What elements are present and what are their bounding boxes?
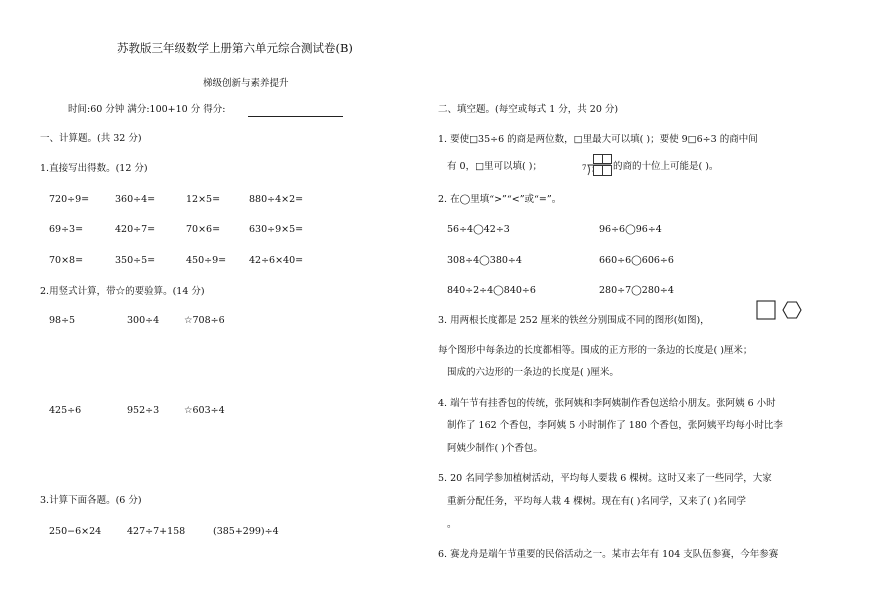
mental-math-item: 12×5=	[186, 194, 221, 205]
long-division-figure	[580, 154, 612, 176]
score-blank[interactable]	[248, 116, 343, 117]
fill-q5-line1: 5. 20 名同学参加植树活动，平均每人要栽 6 棵树。这时又来了一些同学，大家	[438, 473, 772, 484]
mixed-calc-item: (385+299)÷4	[213, 526, 279, 537]
question-2-title: 2.用竖式计算，带☆的要验算。(14 分)	[40, 286, 205, 297]
fill-q1-line1: 1. 要使□35÷6 的商是两位数，□里最大可以填( )；要使 9□6÷3 的商中间	[438, 134, 758, 145]
fill-q1-line2b: 的商的十位上可能是( )。	[613, 161, 719, 172]
mental-math-item: 420÷7=	[115, 224, 156, 235]
mental-math-item: 630÷9×5=	[249, 224, 304, 235]
mixed-calc-item: 250−6×24	[49, 526, 102, 537]
vertical-calc-item: ☆603÷4	[184, 405, 225, 416]
hexagon-icon	[783, 302, 801, 318]
mixed-calc-item: 427÷7+158	[127, 526, 186, 537]
square-icon	[757, 301, 775, 319]
fill-q2-title: 2. 在◯里填“>”“<”或“=”。	[438, 194, 562, 205]
vertical-calc-item: 98÷5	[49, 315, 76, 326]
vertical-calc-item: 300÷4	[127, 315, 160, 326]
question-1-title: 1.直接写出得数。(12 分)	[40, 163, 148, 174]
divisor-digit: 7	[582, 164, 587, 172]
vertical-calc-item: 425÷6	[49, 405, 82, 416]
fill-q3-line3: 围成的六边形的一条边的长度是( )厘米。	[447, 367, 619, 378]
compare-item: 280÷7◯280÷4	[599, 285, 674, 296]
fill-q3-line2: 每个图形中每条边的长度都相等。围成的正方形的一条边的长度是( )厘米；	[438, 345, 753, 356]
mental-math-item: 450÷9=	[186, 255, 227, 266]
mental-math-item: 350÷5=	[115, 255, 156, 266]
section-2-title: 二、填空题。(每空或每式 1 分，共 20 分)	[438, 104, 619, 115]
fill-q6-line1: 6. 赛龙舟是端午节重要的民俗活动之一。某市去年有 104 支队伍参赛，今年参赛	[438, 549, 779, 560]
compare-item: 96÷6◯96÷4	[599, 224, 662, 235]
fill-q4-line1: 4. 端午节有挂香包的传统，张阿姨和李阿姨制作香包送给小朋友。张阿姨 6 小时	[438, 398, 776, 409]
compare-item: 840÷2÷4◯840÷6	[447, 285, 536, 296]
mental-math-item: 42÷6×40=	[249, 255, 304, 266]
dividend-box	[602, 165, 612, 176]
page-title: 苏教版三年级数学上册第六单元综合测试卷(B)	[117, 41, 353, 55]
vertical-calc-item: ☆708÷6	[184, 315, 225, 326]
fill-q3-line1: 3. 用两根长度都是 252 厘米的铁丝分别围成不同的图形(如图)，	[438, 315, 710, 326]
fill-q4-line3: 阿姨少制作( )个香包。	[447, 443, 543, 454]
fill-q5-line2: 重新分配任务，平均每人栽 4 棵树。现在有( )名同学，又来了( )名同学	[447, 496, 746, 507]
compare-item: 660÷6◯606÷6	[599, 255, 674, 266]
fill-q4-line2: 制作了 162 个香包，李阿姨 5 小时制作了 180 个香包，张阿姨平均每小时比李	[447, 420, 783, 431]
compare-item: 56÷4◯42÷3	[447, 224, 510, 235]
section-1-title: 一、计算题。(共 32 分)	[40, 133, 142, 144]
mental-math-item: 70×8=	[49, 255, 84, 266]
mental-math-item: 360÷4=	[115, 194, 156, 205]
fill-q1-line2a: 有 0，□里可以填( )；	[447, 161, 542, 172]
compare-item: 308÷4◯380÷4	[447, 255, 522, 266]
mental-math-item: 720÷9=	[49, 194, 90, 205]
vertical-calc-item: 952÷3	[127, 405, 160, 416]
mental-math-item: 69÷3=	[49, 224, 84, 235]
mental-math-item: 880÷4×2=	[249, 194, 304, 205]
question-3-title: 3.计算下面各题。(6 分)	[40, 495, 142, 506]
exam-info: 时间:60 分钟 满分:100+10 分 得分:	[68, 104, 226, 115]
quotient-box	[602, 154, 612, 164]
page-subtitle: 梯级创新与素养提升	[203, 78, 289, 89]
mental-math-item: 70×6=	[186, 224, 221, 235]
square-hexagon-figure	[755, 298, 805, 322]
fill-q5-line3: 。	[447, 519, 457, 530]
